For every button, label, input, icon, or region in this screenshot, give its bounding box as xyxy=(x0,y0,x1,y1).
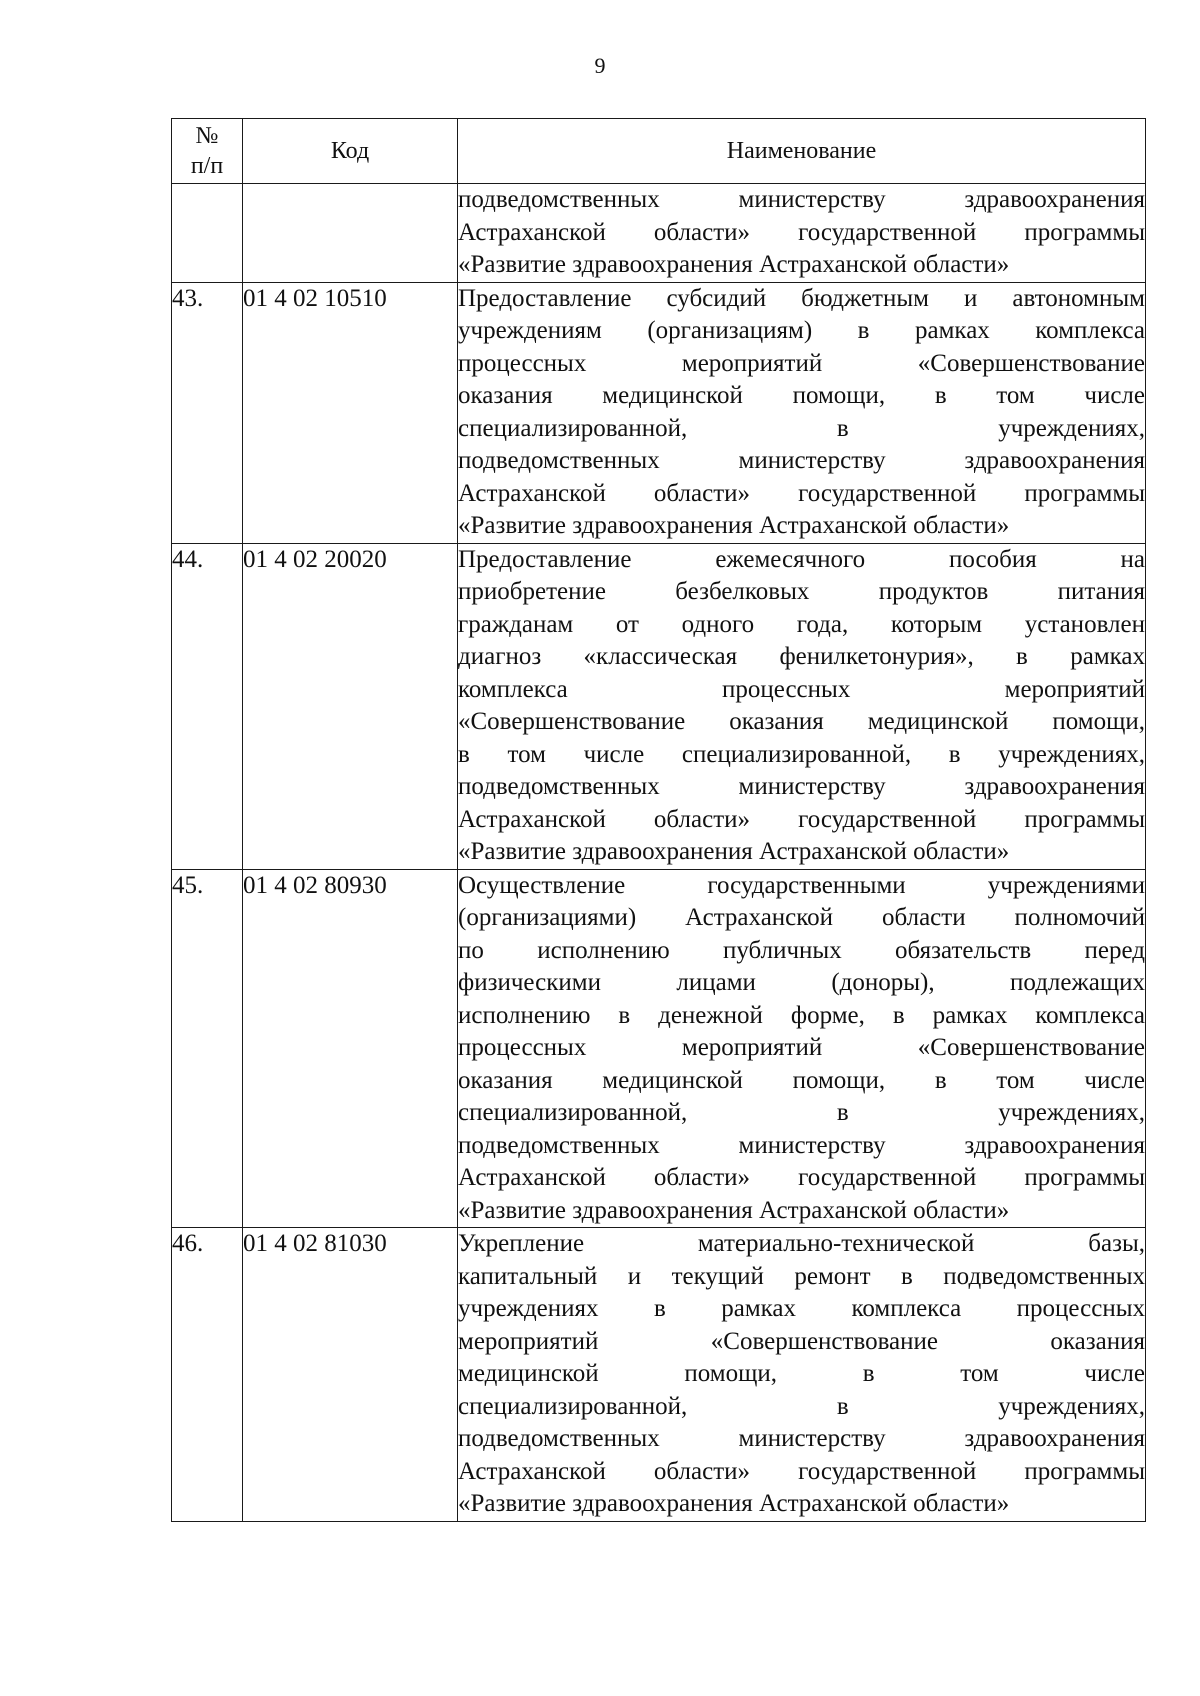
page-number: 9 xyxy=(594,53,606,78)
row-name-line: капитальный и текущий ремонт в подведомственных xyxy=(458,1262,1145,1290)
row-num: 45. xyxy=(172,869,243,1228)
row-name-line: диагноз «классическая фенилкетонурия», в рамках xyxy=(458,643,1145,670)
row-name-line: медицинской помощи, в том числе xyxy=(458,1360,1145,1387)
row-name-line: «Развитие здравоохранения Астраханской области» xyxy=(458,838,1010,865)
row-name-line: Предоставление ежемесячного пособия на xyxy=(458,545,1145,573)
row-name-line: Укрепление материально-технической базы, xyxy=(458,1230,1145,1257)
table-row xyxy=(172,869,1146,1228)
row-name-line: физическими лицами (доноры), подлежащих xyxy=(458,969,1145,996)
row-num xyxy=(172,184,243,283)
row-name-line: учреждениям (организациям) в рамках комплекса xyxy=(458,317,1145,344)
row-name-line: процессных мероприятий «Совершенствование xyxy=(458,349,1145,377)
row-name-line: «Совершенствование оказания медицинской помощи, xyxy=(458,708,1145,735)
row-name-line: Астраханской области» государственной программы xyxy=(458,1457,1145,1485)
row-name-line: «Развитие здравоохранения Астраханской области» xyxy=(458,512,1010,539)
row-name-line: подведомственных министерству здравоохранения xyxy=(458,773,1145,800)
row-name-line: специализированной, в учреждениях, xyxy=(458,414,1145,442)
row-name-line: «Развитие здравоохранения Астраханской области» xyxy=(458,251,1010,278)
row-name-line: специализированной, в учреждениях, xyxy=(458,1392,1145,1420)
row-name-line: подведомственных министерству здравоохранения xyxy=(458,1425,1145,1452)
row-name-line: Астраханской области» государственной программы xyxy=(458,479,1145,507)
row-name-line: «Развитие здравоохранения Астраханской области» xyxy=(458,1196,1010,1224)
row-code: 01 4 02 10510 xyxy=(243,282,458,543)
row-name-line: оказания медицинской помощи, в том числе xyxy=(458,382,1145,409)
row-name-line: процессных мероприятий «Совершенствование xyxy=(458,1034,1145,1061)
table-row xyxy=(172,1228,1146,1522)
row-num: 43. xyxy=(172,282,243,543)
row-code: 01 4 02 20020 xyxy=(243,543,458,869)
row-code: 01 4 02 81030 xyxy=(243,1228,458,1522)
table-header xyxy=(172,119,1146,184)
header-row xyxy=(172,119,1146,184)
row-name xyxy=(458,282,1146,543)
row-name xyxy=(458,543,1146,869)
row-code: 01 4 02 80930 xyxy=(243,869,458,1228)
row-name-line: подведомственных министерству здравоохранения xyxy=(458,447,1145,474)
row-name xyxy=(458,184,1146,283)
budget-code-table xyxy=(171,118,1146,1522)
header-num xyxy=(172,119,243,184)
row-name-line: Астраханской области» государственной программы xyxy=(458,1164,1145,1191)
row-name-line: по исполнению публичных обязательств перед xyxy=(458,936,1145,964)
table-row-continuation xyxy=(172,184,1146,283)
row-name-line: специализированной, в учреждениях, xyxy=(458,1099,1145,1126)
row-name-line: (организациями) Астраханской области полномочий xyxy=(458,904,1145,931)
row-name-line: Предоставление субсидий бюджетным и автономным xyxy=(458,284,1145,312)
row-name-line: в том числе специализированной, в учреждениях, xyxy=(458,740,1145,768)
row-name-line: Астраханской области» государственной программы xyxy=(458,218,1145,246)
row-name-line: подведомственных министерству здравоохранения xyxy=(458,1131,1145,1159)
row-name-line: Осуществление государственными учреждениями xyxy=(458,871,1145,899)
row-name-line: учреждениях в рамках комплекса процессных xyxy=(458,1295,1145,1322)
header-code: Код xyxy=(243,119,458,184)
row-name-line: гражданам от одного года, которым установлен xyxy=(458,610,1145,638)
row-name-line: комплекса процессных мероприятий xyxy=(458,675,1145,703)
row-name-line: Астраханской области» государственной программы xyxy=(458,805,1145,833)
row-num: 44. xyxy=(172,543,243,869)
row-name-line: приобретение безбелковых продуктов питания xyxy=(458,578,1145,605)
row-num: 46. xyxy=(172,1228,243,1522)
row-name xyxy=(458,1228,1146,1522)
table-row xyxy=(172,282,1146,543)
row-name-line: подведомственных министерству здравоохранения xyxy=(458,186,1145,213)
row-name-line: исполнению в денежной форме, в рамках комплекса xyxy=(458,1001,1145,1029)
row-name-line: оказания медицинской помощи, в том числе xyxy=(458,1066,1145,1094)
table-body xyxy=(172,184,1146,1522)
row-code xyxy=(243,184,458,283)
row-name xyxy=(458,869,1146,1228)
table-row xyxy=(172,543,1146,869)
header-name: Наименование xyxy=(458,119,1146,184)
header-num-label: № п/п xyxy=(190,123,224,179)
row-name-line: мероприятий «Совершенствование оказания xyxy=(458,1327,1145,1355)
row-name-line: «Развитие здравоохранения Астраханской области» xyxy=(458,1490,1010,1517)
